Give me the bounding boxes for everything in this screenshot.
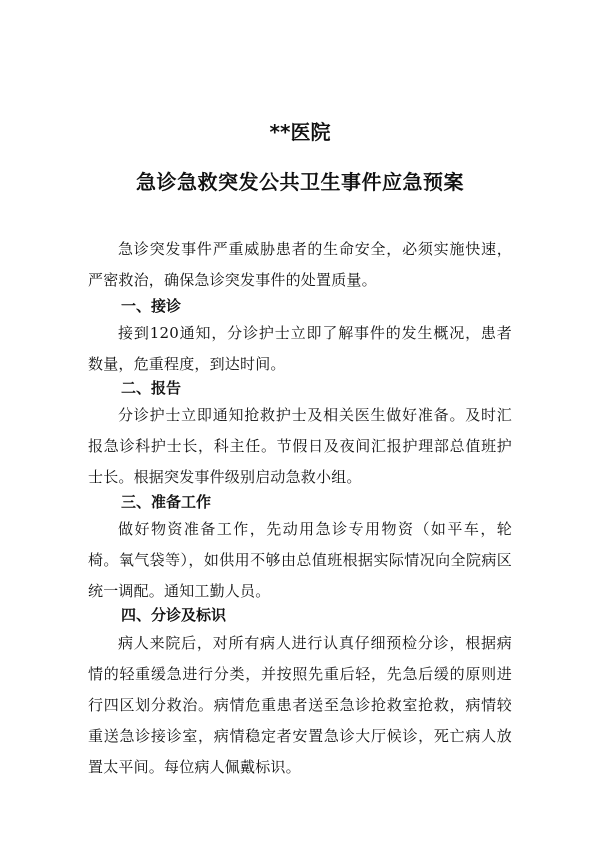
section-heading-reception: 一、接诊	[121, 297, 182, 315]
section-text-reception: 接到120通知，分诊护士立即了解事件的发生概况，患者数量，危重程度，到达时间。	[88, 324, 512, 373]
section-text-triage: 病人来院后，对所有病人进行认真仔细预检分诊，根据病情的轻重缓急进行分类，并按照先重后轻，先急后缓的原则进行四区划分救治。病情危重患者送至急诊抢救室抢救，病情较重送急诊接诊室，病情稳定者安置急诊大厅候诊，死亡病人放置太平间。每位病人佩戴标识。	[88, 634, 512, 776]
hospital-name: **医院	[269, 120, 331, 144]
intro-paragraph: 急诊突发事件严重威胁患者的生命安全，必须实施快速，严密救治，确保急诊突发事件的处置质量。	[88, 240, 512, 289]
section-text-report: 分诊护士立即通知抢救护士及相关医生做好准备。及时汇报急诊科护士长，科主任。节假日及夜间汇报护理部总值班护士长。根据突发事件级别启动急救小组。	[88, 406, 512, 486]
section-heading-triage: 四、分诊及标识	[121, 606, 227, 624]
section-text-preparation: 做好物资准备工作，先动用急诊专用物资（如平车，轮椅。氧气袋等），如供用不够由总值班根据实际情况向全院病区统一调配。通知工勤人员。	[88, 520, 512, 600]
section-heading-preparation: 三、准备工作	[121, 493, 212, 511]
section-heading-report: 二、报告	[121, 379, 182, 397]
document-title: 急诊急救突发公共卫生事件应急预案	[136, 170, 464, 194]
